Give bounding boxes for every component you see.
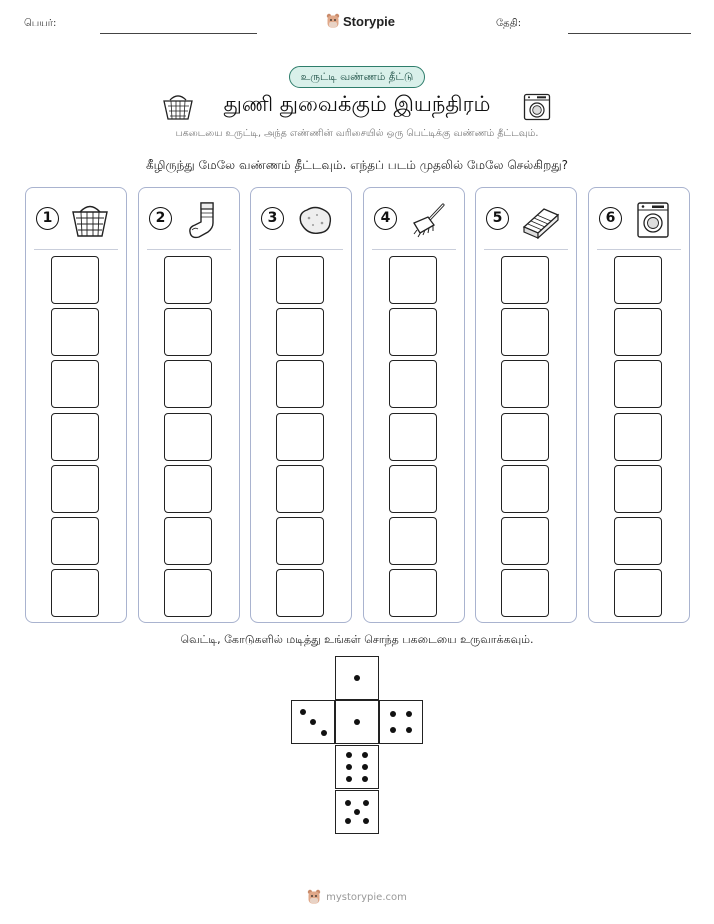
die-pip [354,675,360,681]
date-field[interactable] [568,33,691,34]
die-pip [346,752,352,758]
color-box[interactable] [389,360,437,408]
die-pip [406,711,412,717]
folded-towel-icon [520,201,560,239]
color-box[interactable] [276,360,324,408]
washing-machine-icon [523,93,551,121]
color-box[interactable] [501,413,549,461]
color-box[interactable] [389,256,437,304]
washing-machine-icon [633,201,673,239]
die-face-1 [335,656,379,700]
date-label: தேதி: [496,18,522,29]
color-box[interactable] [51,256,99,304]
color-box[interactable] [501,360,549,408]
color-box[interactable] [276,256,324,304]
die-pip [345,818,351,824]
page-title: துணி துவைக்கும் இயந்திரம் [223,92,491,116]
column-5 [475,187,577,623]
color-box[interactable] [164,308,212,356]
brand-name: Storypie [343,13,396,29]
bear-mascot-icon [307,889,321,905]
subtitle: பகடையை உருட்டி, அந்த எண்ணின் வரிசையில் ஒரு பெட்டிக்கு வண்ணம் தீட்டவும். [175,128,539,139]
die-pip [362,776,368,782]
color-box[interactable] [614,465,662,513]
laundry-basket-icon [70,201,110,239]
color-box[interactable] [389,308,437,356]
column-number: 4 [374,207,397,230]
color-box[interactable] [614,256,662,304]
instruction-text: கீழிருந்து மேலே வண்ணம் தீட்டவும். எந்தப் படம் முதலில் மேலே செல்கிறது? [145,158,569,172]
color-box[interactable] [276,465,324,513]
color-box[interactable] [164,360,212,408]
color-box[interactable] [51,308,99,356]
die-pip [363,818,369,824]
die-pip [300,709,306,715]
color-box[interactable] [389,465,437,513]
die-pip [363,800,369,806]
column-3 [250,187,352,623]
color-box[interactable] [614,413,662,461]
color-box[interactable] [389,413,437,461]
die-pip [346,776,352,782]
color-box[interactable] [501,308,549,356]
color-box[interactable] [501,256,549,304]
die-pip [345,800,351,806]
color-box[interactable] [614,360,662,408]
column-number: 2 [149,207,172,230]
color-box[interactable] [614,569,662,617]
activity-badge: உருட்டி வண்ணம் தீட்டு [289,66,425,88]
column-4 [363,187,465,623]
color-box[interactable] [51,465,99,513]
color-box[interactable] [164,465,212,513]
color-box[interactable] [51,360,99,408]
brand-logo [326,13,395,29]
cut-instruction: வெட்டி, கோடுகளில் மடித்து உங்கள் சொந்த பகடையை உருவாக்கவும். [180,633,534,646]
color-box[interactable] [164,413,212,461]
die-face-3 [291,700,335,744]
column-2 [138,187,240,623]
soap-bar-icon [295,201,335,239]
die-pip [321,730,327,736]
color-box[interactable] [389,569,437,617]
sock-icon [183,201,223,239]
color-box[interactable] [276,569,324,617]
die-pip [346,764,352,770]
column-number: 6 [599,207,622,230]
die-pip [362,752,368,758]
die-pip [310,719,316,725]
die-face-5 [335,790,379,834]
color-box[interactable] [389,517,437,565]
column-6 [588,187,690,623]
column-number: 1 [36,207,59,230]
die-pip [354,719,360,725]
footer [0,889,714,905]
die-pip [390,711,396,717]
color-box[interactable] [51,569,99,617]
column-number: 3 [261,207,284,230]
die-pip [362,764,368,770]
color-box[interactable] [276,517,324,565]
die-pip [406,727,412,733]
color-box[interactable] [276,413,324,461]
scrub-brush-icon [408,201,448,239]
bear-mascot-icon [326,13,340,29]
color-box[interactable] [501,569,549,617]
color-box[interactable] [164,569,212,617]
color-box[interactable] [164,256,212,304]
color-box[interactable] [51,517,99,565]
color-box[interactable] [51,413,99,461]
color-box[interactable] [501,517,549,565]
die-face-6 [335,745,379,789]
die-face-1 [335,700,379,744]
color-box[interactable] [614,517,662,565]
die-pip [354,809,360,815]
footer-url: mystorypie.com [326,891,407,903]
color-box[interactable] [501,465,549,513]
die-pip [390,727,396,733]
color-box[interactable] [164,517,212,565]
color-box[interactable] [614,308,662,356]
name-field[interactable] [100,33,257,34]
column-1 [25,187,127,623]
color-box[interactable] [276,308,324,356]
die-face-4 [379,700,423,744]
name-label: பெயர்: [24,18,57,29]
column-number: 5 [486,207,509,230]
